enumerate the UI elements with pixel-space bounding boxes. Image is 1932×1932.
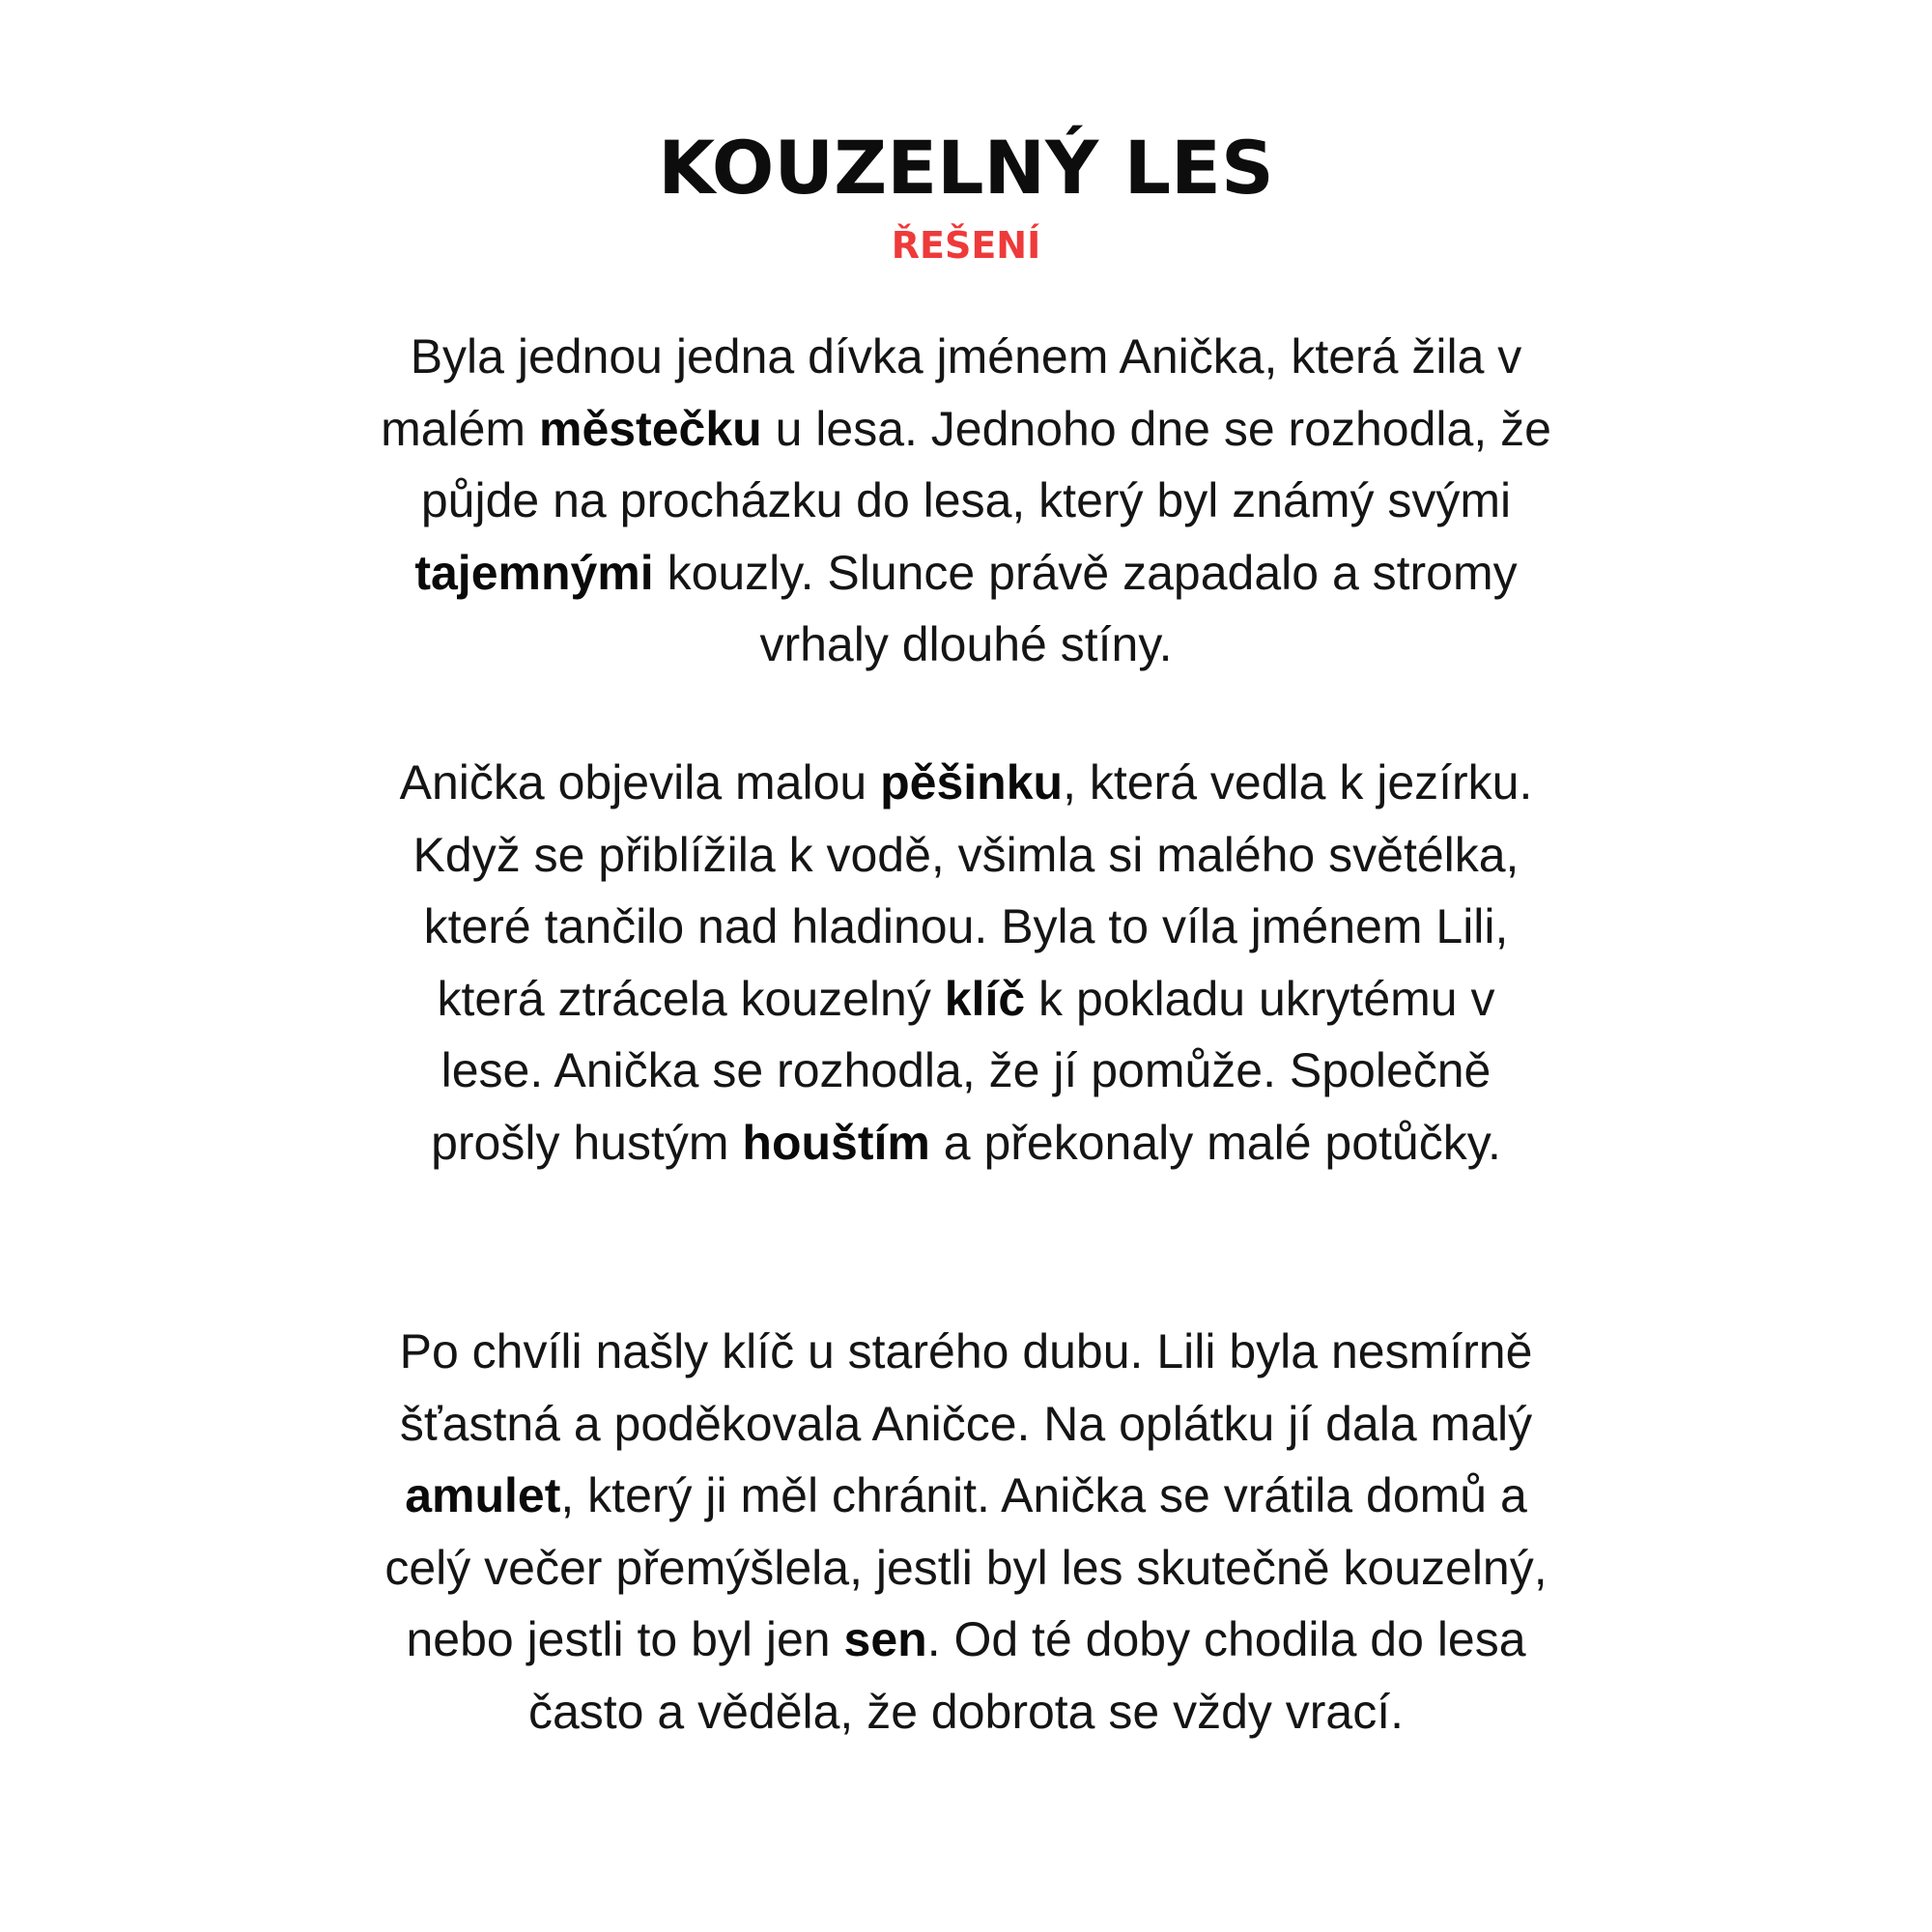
bold-keyword: pěšinku [880, 755, 1064, 810]
text-line [290, 1532, 1642, 1605]
text-segment: Byla jednou jedna dívka jménem Anička, která žila v [410, 329, 1522, 384]
text-line [290, 465, 1642, 537]
text-line [290, 819, 1642, 892]
text-line [290, 321, 1642, 393]
text-segment: u lesa. Jednoho dne se rozhodla, že [761, 401, 1551, 456]
text-segment: k pokladu ukrytému v [1025, 971, 1495, 1026]
text-line [290, 1316, 1642, 1388]
page-subtitle: ŘEŠENÍ [891, 224, 1041, 267]
text-segment: půjde na procházku do lesa, který byl známý svými [420, 473, 1512, 527]
text-segment: Po chvíli našly klíč u starého dubu. Lili byla nesmírně [399, 1324, 1533, 1378]
text-segment: často a věděla, že dobrota se vždy vrací. [527, 1684, 1405, 1739]
text-segment: kouzly. Slunce právě zapadalo a stromy [653, 545, 1518, 600]
text-segment: nebo jestli to byl jen [406, 1612, 844, 1666]
text-line [290, 1035, 1642, 1107]
story-paragraph-1 [290, 321, 1642, 681]
text-line [290, 1107, 1642, 1179]
text-segment: šťastná a poděkovala Aničce. Na oplátku jí dala malý [399, 1396, 1533, 1451]
text-segment: Když se přiblížila k vodě, všimla si malého světélka, [412, 827, 1520, 882]
bold-keyword: městečku [538, 401, 762, 456]
bold-keyword: sen [843, 1612, 927, 1666]
text-line [290, 393, 1642, 466]
text-segment: lese. Anička se rozhodla, že jí pomůže. Společně [440, 1043, 1492, 1097]
text-segment: která ztrácela kouzelný [437, 971, 945, 1026]
bold-keyword: klíč [944, 971, 1026, 1026]
page-title: KOUZELNÝ LES [658, 125, 1274, 211]
text-segment: prošly hustým [431, 1115, 743, 1170]
story-paragraph-2 [290, 747, 1642, 1179]
text-segment: , která vedla k jezírku. [1063, 755, 1533, 810]
bold-keyword: houštím [742, 1115, 930, 1170]
text-line [290, 963, 1642, 1036]
text-line [290, 537, 1642, 610]
text-segment: malém [381, 401, 539, 456]
text-line [290, 1604, 1642, 1676]
text-segment: . Od té doby chodila do lesa [926, 1612, 1526, 1666]
text-line [290, 891, 1642, 963]
text-line [290, 1388, 1642, 1461]
bold-keyword: tajemnými [414, 545, 654, 600]
text-line [290, 609, 1642, 681]
bold-keyword: amulet [405, 1468, 561, 1522]
text-line [290, 1460, 1642, 1532]
text-line [290, 1676, 1642, 1748]
text-segment: Anička objevila malou [399, 755, 881, 810]
text-segment: celý večer přemýšlela, jestli byl les skutečně kouzelný, [384, 1540, 1548, 1595]
text-segment: a překonaly malé potůčky. [929, 1115, 1501, 1170]
story-paragraph-3 [290, 1316, 1642, 1747]
text-segment: vrhaly dlouhé stíny. [759, 617, 1173, 671]
text-segment: které tančilo nad hladinou. Byla to víla jménem Lili, [423, 899, 1509, 953]
text-segment: , který ji měl chránit. Anička se vrátila domů a [560, 1468, 1527, 1522]
text-line [290, 747, 1642, 819]
